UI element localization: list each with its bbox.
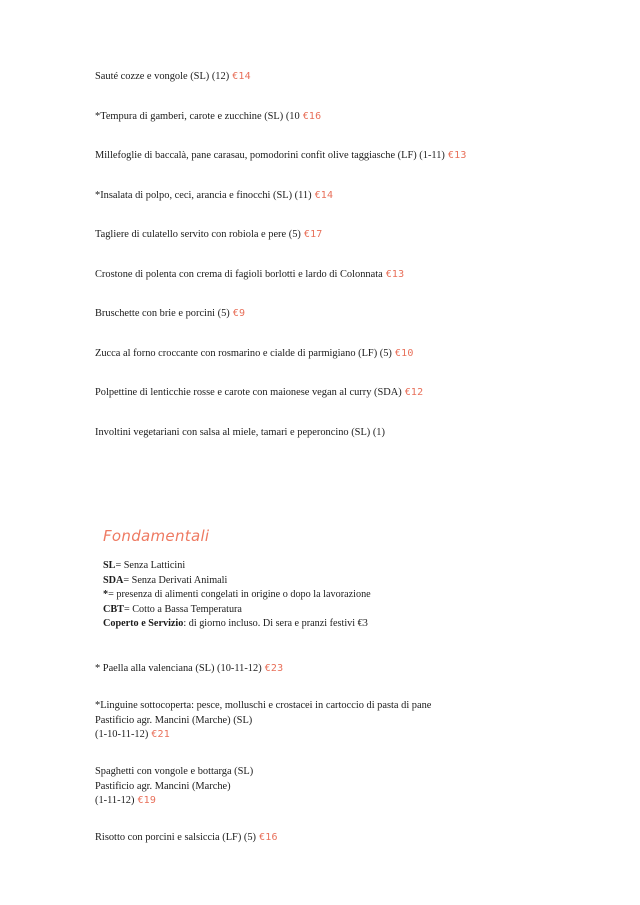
menu-item-price: €21 [151, 728, 170, 740]
menu-item-name: *Tempura di gamberi, carote e zucchine (SL) (10 [95, 110, 300, 122]
menu-item-price: €10 [394, 347, 414, 359]
menu-item [95, 831, 550, 845]
legend-key: Coperto e Servizio [103, 618, 184, 630]
legend-value: = Cotto a Bassa Temperatura [123, 603, 242, 615]
menu-item-price: €13 [447, 150, 467, 162]
starters-list [95, 70, 550, 440]
menu-item [95, 110, 550, 124]
menu-item-line [95, 794, 550, 808]
menu-item-line [95, 780, 550, 794]
menu-item [95, 386, 550, 400]
menu-item-price: €14 [232, 71, 251, 82]
menu-item-price: €14 [314, 189, 334, 201]
menu-item-line [95, 714, 550, 728]
menu-item-line [95, 765, 550, 779]
menu-item-price: €9 [232, 308, 246, 320]
menu-item-line [95, 699, 550, 713]
legend-line [103, 559, 550, 573]
menu-item-name: *Insalata di polpo, ceci, arancia e finocchi (SL) (11) [95, 189, 312, 201]
menu-item-name: Pastificio agr. Mancini (Marche) [95, 780, 231, 792]
menu-item-name: Zucca al forno croccante con rosmarino e cialde di parmigiano (LF) (5) [95, 347, 392, 359]
menu-item-name: Involtini vegetariani con salsa al miele, tamari e peperoncino (SL) (1) [95, 426, 385, 438]
menu-item-name: Polpettine di lenticchie rosse e carote con maionese vegan al curry (SDA) [95, 387, 402, 399]
menu-item [95, 268, 550, 282]
menu-item [95, 149, 550, 163]
mains-list [95, 662, 550, 846]
section-title: Fondamentali [103, 527, 210, 546]
menu-item [95, 662, 550, 676]
menu-item [95, 347, 550, 361]
menu-item-line [95, 728, 550, 742]
menu-item-price: €17 [303, 229, 323, 241]
legend-value: : di giorno incluso. Di sera e pranzi festivi €3 [183, 618, 368, 630]
legend-line [103, 603, 550, 617]
legend-line [103, 617, 550, 631]
menu-item-name: Millefoglie di baccalà, pane carasau, pomodorini confit olive taggiasche (LF) (1-11) [95, 150, 445, 162]
menu-item-price: €23 [264, 662, 284, 674]
menu-item-price: €19 [137, 795, 157, 807]
menu-item-price: €16 [302, 110, 322, 122]
legend-value: = Senza Latticini [115, 560, 186, 572]
menu-item-name: Pastificio agr. Mancini (Marche) (SL) [95, 714, 253, 726]
legend-key: SL [103, 560, 116, 572]
legend-value: = presenza di alimenti congelati in origine o dopo la lavorazione [108, 589, 371, 601]
menu-item-name: (1-11-12) [95, 795, 135, 807]
menu-item-line [95, 662, 550, 676]
section-gap [95, 465, 550, 527]
menu-item-name: (1-10-11-12) [95, 728, 149, 740]
menu-item-name: * Paella alla valenciana (SL) (10-11-12) [95, 662, 262, 674]
legend-key: SDA [103, 574, 124, 586]
menu-item-name: Crostone di polenta con crema di fagioli borlotti e lardo di Colonnata [95, 268, 383, 280]
menu-item [95, 426, 550, 440]
legend-line [103, 588, 550, 602]
menu-item-name: Sauté cozze e vongole (SL) (12) [95, 71, 230, 82]
menu-item-price: €12 [404, 387, 424, 399]
menu-item-price: €13 [385, 268, 405, 280]
menu-item-name: Bruschette con brie e porcini (5) [95, 308, 230, 320]
menu-item [95, 765, 550, 808]
menu-item [95, 699, 550, 742]
menu-item-name: Spaghetti con vongole e bottarga (SL) [95, 766, 254, 778]
menu-item-name: Tagliere di culatello servito con robiola e pere (5) [95, 229, 301, 241]
legend-key: * [103, 589, 109, 601]
menu-item-name: Risotto con porcini e salsiccia (LF) (5) [95, 832, 257, 844]
legend-value: = Senza Derivati Animali [123, 574, 228, 586]
menu-item-name: *Linguine sottocoperta: pesce, molluschi e crostacei in cartoccio di pasta di pane [95, 700, 432, 712]
menu-item [95, 228, 550, 242]
menu-item [95, 70, 550, 84]
menu-item-line [95, 831, 550, 845]
menu-item [95, 189, 550, 203]
menu-item [95, 307, 550, 321]
legend-line [103, 574, 550, 588]
menu-item-price: €16 [259, 832, 278, 844]
legend-block [103, 559, 550, 631]
legend-key: CBT [103, 603, 124, 615]
